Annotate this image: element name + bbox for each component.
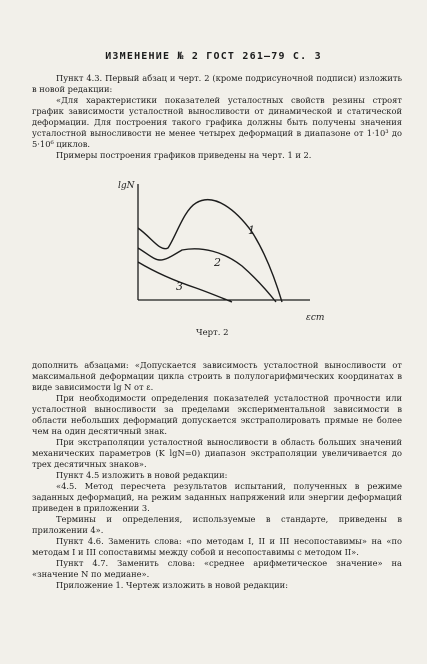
text-block-bottom — [32, 360, 402, 591]
paragraph: дополнить абзацами: «Допускается зависимость усталостной выносливости от максимальной деформации цикла строить в полулогарифмических координатах в виде зависимости lg N от ε. — [32, 360, 402, 392]
paragraph: «4.5. Метод пересчета результатов испытаний, полученных в режиме заданных деформаций, на режим заданных напряжений или энергии деформаций приведен в приложении 3. — [32, 481, 402, 513]
curve-label-2: 2 — [214, 256, 221, 269]
paragraph: Пункт 4.3. Первый абзац и черт. 2 (кроме подрисуночной подписи) изложить в новой редакции: — [32, 73, 402, 94]
paragraph: Термины и определения, используемые в стандарте, приведены в приложении 4». — [32, 514, 402, 535]
curve-label-1: 1 — [248, 224, 255, 237]
page-header: ИЗМЕНЕНИЕ № 2 ГОСТ 261—79 С. 3 — [105, 51, 322, 62]
curve-2 — [138, 248, 276, 302]
curve-label-3: 3 — [176, 280, 183, 293]
paragraph: При необходимости определения показателей усталостной прочности или усталостной выносливости за пределами экспериментальной зависимости в области небольших деформаций допускается экстраполировать прямые не более чем на один десятичный знак. — [32, 393, 402, 436]
fatigue-figure — [110, 170, 330, 330]
y-axis-label: lgN — [118, 181, 135, 191]
paragraph: «Для характеристики показателей усталостных свойств резины строят график зависимости усталостной выносливости от динамической и статической деформации. Для построения такого графика должны быть получены значения усталостной выносливости не менее четырех деформаций в диапазоне от 1·10³ до 5·10⁶ циклов. — [32, 95, 402, 149]
paragraph: При экстраполяции усталостной выносливости в область больших значений механических параметров (K lgN=0) диапазон экстраполяции увеличивается до трех десятичных знаков». — [32, 437, 402, 469]
figure-caption: Черт. 2 — [196, 328, 229, 338]
paragraph: Приложение 1. Чертеж изложить в новой редакции: — [56, 580, 288, 590]
paragraph: Примеры построения графиков приведены на черт. 1 и 2. — [56, 150, 312, 160]
paragraph: Пункт 4.6. Заменить слова: «по методам I, II и III несопоставимы» на «по методам I и III сопоставимы между собой и несопоставимы с методом II». — [32, 536, 402, 557]
x-axis-label: εcт — [306, 313, 325, 323]
text-block-top — [32, 73, 402, 161]
paragraph: Пункт 4.7. Заменить слова: «среднее арифметическое значение» на «значение N по медиане». — [32, 558, 402, 579]
paragraph: Пункт 4.5 изложить в новой редакции: — [56, 470, 228, 480]
